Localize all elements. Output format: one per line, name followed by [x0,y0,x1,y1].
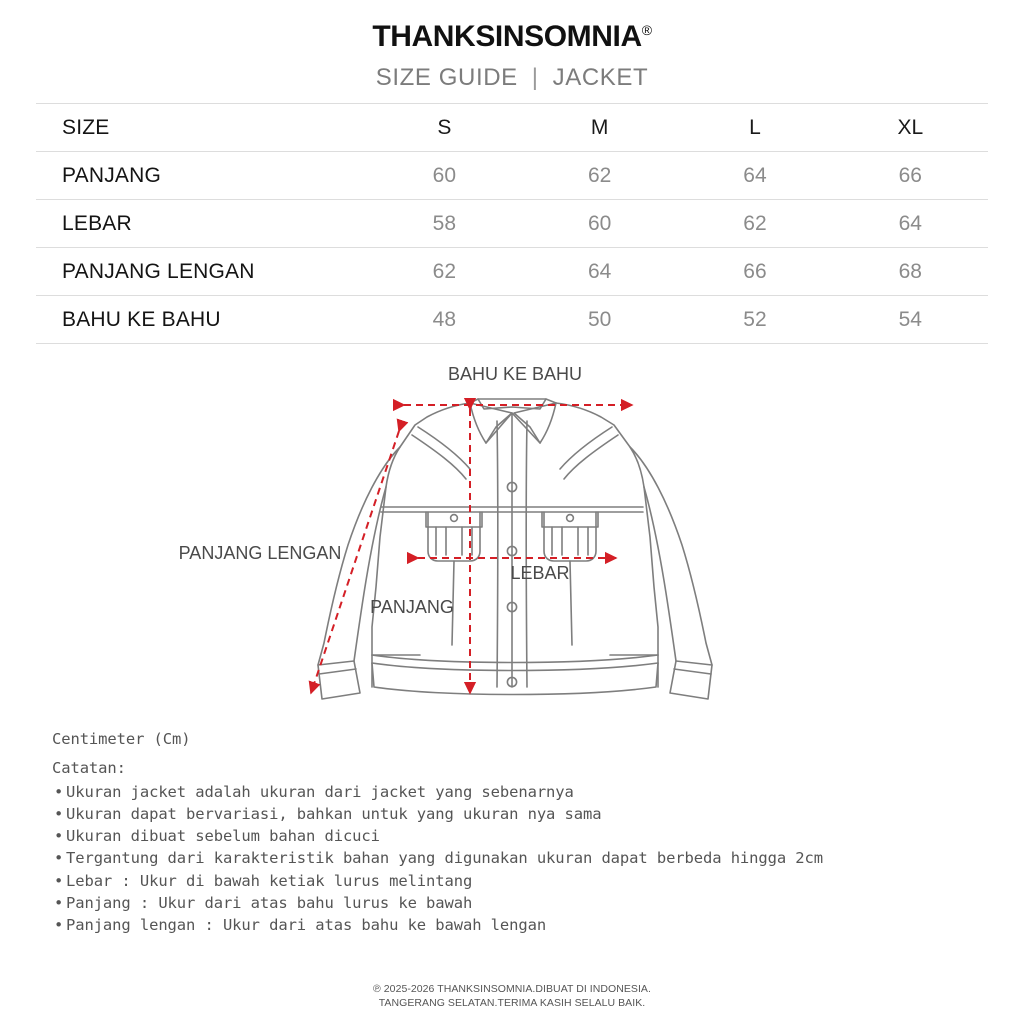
table-row [36,200,988,248]
column-header-size: SIZE [62,115,110,139]
page-footer [0,982,1024,1010]
footer-line-1: ℗ 2025-2026 THANKSINSOMNIA.DIBUAT DI INDONESIA. [373,983,651,995]
list-item: • Lebar : Ukur di bawah ketiak lurus melintang [52,870,823,892]
cell-panjang-s: 60 [432,163,457,187]
list-item: • Ukuran dibuat sebelum bahan dicuci [52,825,823,847]
subtitle-separator: | [531,64,539,91]
table-row [36,152,988,200]
table-row [36,248,988,296]
cell-lebar-l: 62 [743,211,767,235]
list-item: • Ukuran dapat bervariasi, bahkan untuk yang ukuran nya sama [52,803,823,825]
cell-bahu-ke-bahu-s: 48 [432,307,457,331]
footer-line-2: TANGERANG SELATAN.TERIMA KASIH SELALU BAIK. [378,997,646,1009]
column-header-m: M [590,115,609,139]
cell-lebar-xl: 64 [898,211,922,235]
diagram-labels [179,364,582,617]
list-item: • Panjang : Ukur dari atas bahu lurus ke bawah [52,892,823,914]
row-label-panjang: PANJANG [62,163,162,187]
cell-panjang-xl: 66 [898,163,922,187]
table-header-row [36,104,988,152]
jacket-measurement-diagram [0,355,1024,725]
row-label-bahu-ke-bahu: BAHU KE BAHU [62,307,221,331]
label-panjang-lengan: PANJANG LENGAN [178,543,342,563]
jacket-outline-drawing [318,399,712,699]
notes-heading: Catatan: [52,759,126,778]
table-row [36,296,988,344]
column-header-xl: XL [897,115,924,139]
column-header-l: L [749,115,761,139]
cell-panjang-lengan-l: 66 [743,259,767,283]
subtitle-size-guide: SIZE GUIDE [375,64,518,91]
page-header [0,0,1024,92]
label-lebar: LEBAR [510,563,570,583]
cell-bahu-ke-bahu-m: 50 [587,307,612,331]
brand-name: THANKSINSOMNIA [372,20,642,53]
label-panjang: PANJANG [370,597,454,617]
notes-section [52,728,823,937]
cell-panjang-l: 64 [743,163,767,187]
row-label-lebar: LEBAR [62,211,132,235]
label-bahu-ke-bahu: BAHU KE BAHU [447,364,583,384]
list-item: • Panjang lengan : Ukur dari atas bahu ke bawah lengan [52,914,823,936]
list-item: • Ukuran jacket adalah ukuran dari jacket yang sebenarnya [52,781,823,803]
registered-trademark-icon: ® [641,22,652,38]
cell-panjang-lengan-xl: 68 [898,259,922,283]
column-header-s: S [437,115,452,139]
unit-label: Centimeter (Cm) [52,730,191,748]
cell-lebar-m: 60 [587,211,612,235]
subtitle-category: JACKET [552,64,649,91]
cell-lebar-s: 58 [432,211,457,235]
brand-title [372,22,651,52]
size-chart-table [36,103,988,344]
notes-list [52,781,823,937]
list-item: • Tergantung dari karakteristik bahan yang digunakan ukuran dapat berbeda hingga 2cm [52,847,823,869]
page-subtitle [0,64,1024,92]
cell-bahu-ke-bahu-l: 52 [743,307,767,331]
row-label-panjang-lengan: PANJANG LENGAN [62,259,255,283]
cell-bahu-ke-bahu-xl: 54 [898,307,922,331]
cell-panjang-lengan-m: 64 [587,259,612,283]
cell-panjang-lengan-s: 62 [432,259,457,283]
cell-panjang-m: 62 [587,163,612,187]
